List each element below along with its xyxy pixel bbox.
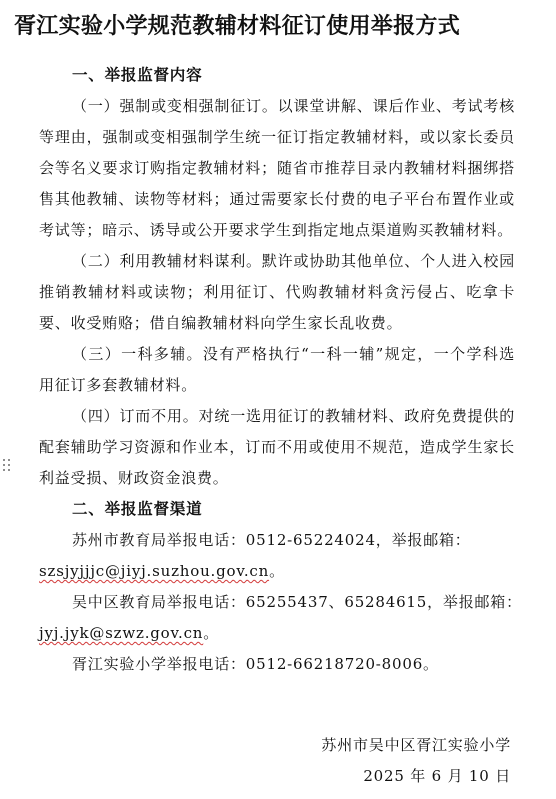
- suzhou-bureau-contact: 苏州市教育局举报电话：0512-65224024，举报邮箱：: [72, 531, 471, 549]
- document-body: [39, 60, 522, 680]
- suzhou-email-link[interactable]: szsjyjjjc@jiyj.suzhou.gov.cn: [39, 562, 270, 580]
- wuzhong-email-end: 。: [203, 624, 220, 642]
- drag-handle-icon[interactable]: [3, 459, 11, 475]
- signature-date: 2025 年 6 月 10 日: [363, 767, 511, 785]
- section-heading-report-content: 一、举报监督内容: [72, 66, 203, 84]
- drag-dot: [8, 469, 10, 471]
- drag-dot: [3, 469, 5, 471]
- drag-dot: [3, 464, 5, 466]
- paragraph-ordered-not-used: （四）订而不用。对统一选用征订的教辅材料、政府免费提供的配套辅助学习资源和作业本，订而不用或使用不规范，造成学生家长利益受损、财政资金浪费。: [39, 407, 515, 487]
- document-title: 胥江实验小学规范教辅材料征订使用举报方式: [14, 14, 461, 39]
- paragraph-forced-subscription: （一）强制或变相强制征订。以课堂讲解、课后作业、考试考核等理由，强制或变相强制学生统一征订指定教辅材料，或以家长委员会等名义要求订购指定教辅材料；随省市推荐目录内教辅材料捆绑搭售其他教辅、读物等材料；通过需要家长付费的电子平台布置作业或考试等；暗示、诱导或公开要求学生到指定地点渠道购买教辅材料。: [39, 97, 515, 239]
- section-heading-report-channels: 二、举报监督渠道: [72, 500, 203, 518]
- paragraph-multiple-materials: （三）一科多辅。没有严格执行“一科一辅”规定，一个学科选用征订多套教辅材料。: [39, 345, 515, 394]
- school-contact: 胥江实验小学举报电话：0512-66218720-8006。: [72, 655, 439, 673]
- wuzhong-email-line: [39, 618, 515, 649]
- suzhou-email-line: [39, 556, 515, 587]
- suzhou-email-end: 。: [269, 562, 285, 580]
- paragraph-profit-seeking: （二）利用教辅材料谋利。默许或协助其他单位、个人进入校园推销教辅材料或读物；利用征订、代购教辅材料贪污侵占、吃拿卡要、收受贿赂；借自编教辅材料向学生家长乱收费。: [39, 252, 515, 332]
- drag-dot: [3, 459, 5, 461]
- wuzhong-email-link[interactable]: jyj.jyk@szwz.gov.cn: [39, 624, 204, 642]
- wuzhong-bureau-contact: 吴中区教育局举报电话：65255437、65284615，举报邮箱：: [72, 593, 522, 611]
- signature-organization: 苏州市吴中区胥江实验小学: [321, 736, 511, 754]
- drag-dot: [8, 464, 10, 466]
- drag-dot: [8, 459, 10, 461]
